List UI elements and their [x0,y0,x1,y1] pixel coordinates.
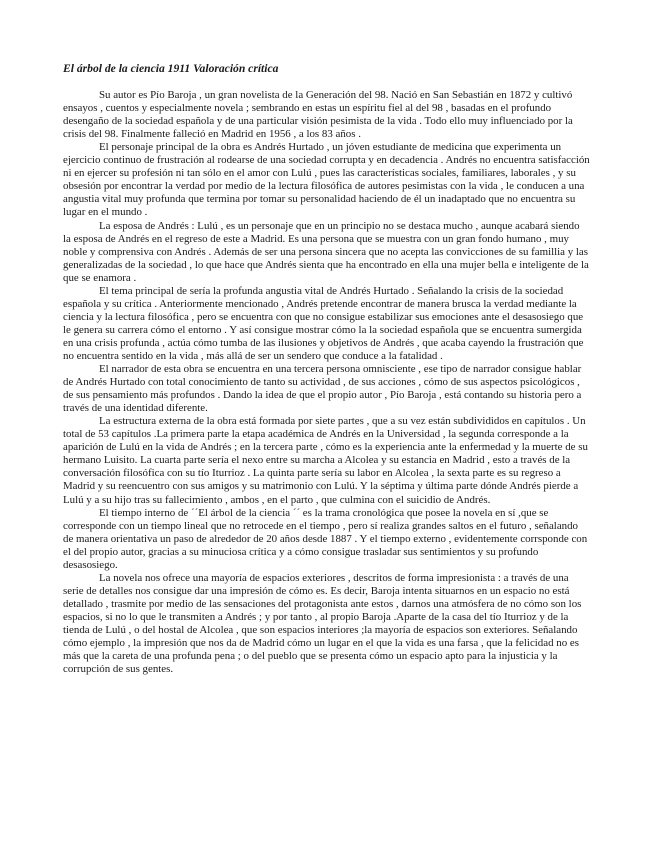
paragraph-main-character: El personaje principal de la obra es Andrés Hurtado , un jóven estudiante de medicina que experimenta un ejercicio continuo de frustración al rodearse de una sociedad corrupta y en decadencia . Andrés no encuentra satisfacción ni en ejercer su profesión ni tan sólo en el amor con Lulú , pues las características sociales, familiares, laborales , y su obsesión por encontrar la verdad por medio de la lectura filosófica de autores pesimistas con la vida , le conducen a una angustia vital muy profunda que termina por tomar su personalidad haciendo de él un inadaptado que no encuentra su lugar en el mundo . [63,141,590,219]
paragraph-space: La novela nos ofrece una mayoría de espacios exteriores , descritos de forma impresionista : a través de una serie de detalles nos consigue dar una impresión de cómo es. Es decir, Baroja intenta situarnos en un espacio no está detallado , trasmite por medio de las sensaciones del protagonista ante estos , darnos una atmósfera de no cómo son los espacios, si no lo que le transmiten a Andrés ; y por tanto , al propio Baroja .Aparte de la casa del tío Iturrioz y de la tienda de Lulú , o del hostal de Alcolea , que son espacios interiores ;la mayoría de espacios son exteriores. Señalando cómo ejemplo , la impresión que nos da de Madrid cómo un lugar en el que la vida es una farsa , que la felicidad no es más que la careta de una profunda pena ; o del pueblo que se presenta cómo un espacio apto para la injusticia y la corrupción de sus gentes. [63,571,582,676]
paragraph-narrator: El narrador de esta obra se encuentra en una tercera persona omnisciente , ese tipo de narrador consigue hablar de Andrés Hurtado con total conocimiento de tanto su actividad , de sus acciones , cómo de sus aspectos psicológicos , de sus pensamiento más profundos . Dando la idea de que el propio autor , Pío Baroja , está contando su historia pero a través de una identidad diferente. [63,363,582,415]
paragraph-lulu: La esposa de Andrés : Lulú , es un personaje que en un principio no se destaca mucho , aunque acabará siendo la esposa de Andrés en el regreso de este a Madrid. Es una persona que se muestra con un gran fondo humano , muy noble y comprensiva con Andrés . Además de ser una persona sincera que no acepta las convicciones de su famillia y las generalizadas de la sociedad , lo que hace que Andrés sienta que ha encontrado en ella una mujer bella e inteligente de la que se enamora . [63,219,589,284]
paragraph-time: El tiempo interno de ´´El árbol de la ciencia ´´ es la trama cronológica que posee la novela en sí ,que se corresponde con un tiempo lineal que no retrocede en el tiempo , pero sí realiza grandes saltos en el futuro , señalando de manera orientativa un paso de alrededor de 20 años desde 1887 . Y el tiempo externo , evidentemente corrsponde con el del propio autor, gracias a su minuciosa crítica y a cómo consigue trasladar sus sentimientos y su profundo desasosiego. [63,506,588,571]
paragraph-structure: La estructura externa de la obra está formada por siete partes , que a su vez están subdivididos en capítulos . Un total de 53 capítulos .La primera parte la etapa académica de Andrés en la Universidad , la segunda corresponde a la aparición de Lulú en la vida de Andrés ; en la tercera parte , cómo es la experiencia ante la enfermedad y la muerte de su hermano Luisito. La cuarta parte sería el nexo entre su marcha a Alcolea y su estancia en Madrid , esto a través de la conversación filosófica con su tío Iturrioz . La quinta parte sería su labor en Alcolea , la sexta parte es su regreso a Madrid y su reencuentro con sus amigos y su matrimonio con Lulú. Y la séptima y última parte dónde Andrés pierde a Lulú y a su hijo tras su fallecimiento , ambos , en el parto , que culmina con el suicidio de Andrés. [63,415,588,506]
paragraph-theme: El tema principal de sería la profunda angustia vital de Andrés Hurtado . Señalando la crisis de la sociedad española y su crítica . Anteriormente mencionado , Andrés pretende encontrar de manera brusca la verdad mediante la ciencia y la lectura filosófica , pero se encuentra con que no consigue estabilizar sus emociones ante el desasosiego que le genera su carrera cómo el entorno . Y así consigue mostrar cómo la la sociedad española que se encuentra sumergida en una crisis profunda , actúa cómo tumba de las ilusiones y objetivos de Andrés , que acaba cayendo la frustración que no encuentra sentido en la vida , más allá de ser un sendero que conduce a la fatalidad . [63,284,584,362]
document-title: El árbol de la ciencia 1911 Valoración crítica [63,62,279,75]
paragraph-author: Su autor es Pío Baroja , un gran novelista de la Generación del 98. Nació en San Sebastián en 1872 y cultivó ensayos , cuentos y especialmente novela ; sembrando en estas un espíritu fiel al del 98 , basadas en el profundo desengaño de la sociedad española y de una particular visión pesimista de la vida . Todo ello muy influenciado por la crisis del 98. Finalmente falleció en Madrid en 1956 , a los 83 años . [63,89,573,141]
document-page [63,62,590,676]
